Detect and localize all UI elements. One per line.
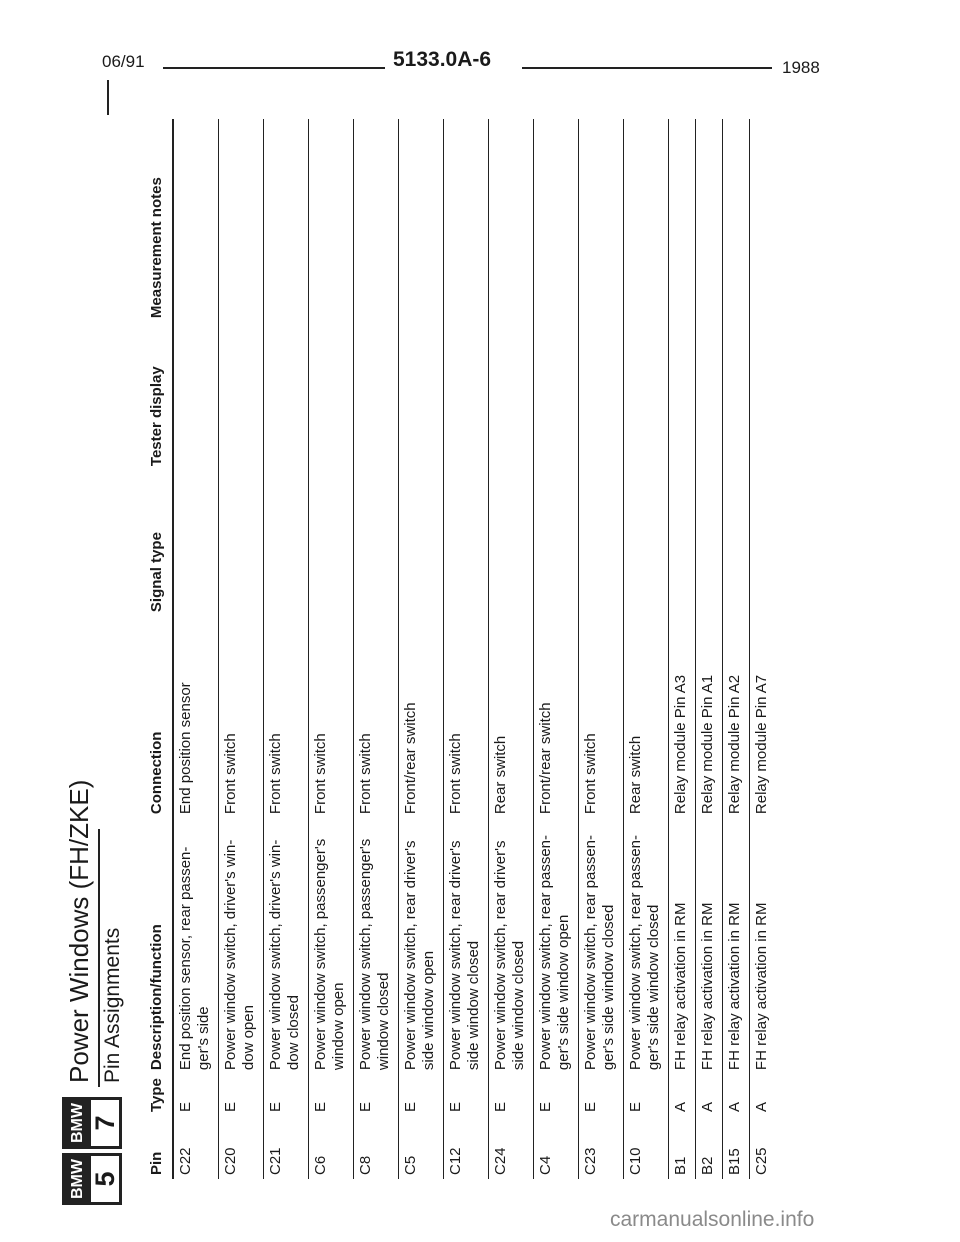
description-cell: [444, 818, 489, 1074]
description-line-2: ger's side window closed: [645, 904, 662, 1071]
signal-type-cell: [579, 470, 624, 616]
pin-assignment-table: [144, 119, 776, 1179]
table-row: [750, 119, 777, 1179]
tester-display-cell: [264, 322, 309, 470]
connection-cell: Relay module Pin A1: [696, 616, 723, 818]
pin-cell: B1: [669, 1116, 696, 1179]
tester-display-cell: [723, 322, 750, 470]
badge-brand: BMW: [65, 1156, 91, 1202]
description-cell: [579, 818, 624, 1074]
table-row: [669, 119, 696, 1179]
pin-cell: C25: [750, 1116, 777, 1179]
description-cell: [219, 818, 264, 1074]
table-row: [534, 119, 579, 1179]
table-row: [354, 119, 399, 1179]
connection-cell: End position sensor: [173, 616, 219, 818]
description-cell: FH relay activation in RM: [696, 818, 723, 1074]
connection-cell: Relay module Pin A2: [723, 616, 750, 818]
tester-display-cell: [399, 322, 444, 470]
connection-cell: Front/rear switch: [534, 616, 579, 818]
description-line-1: Power window switch, rear driver's: [402, 840, 419, 1071]
connection-cell: Front switch: [219, 616, 264, 818]
table-row: [309, 119, 354, 1179]
table-row: [696, 119, 723, 1179]
bmw-5-series-badge: [62, 1153, 122, 1205]
signal-type-cell: [264, 470, 309, 616]
type-cell: E: [534, 1074, 579, 1116]
signal-type-cell: [173, 470, 219, 616]
pin-cell: C10: [624, 1116, 669, 1179]
description-cell: [624, 818, 669, 1074]
tester-display-cell: [173, 322, 219, 470]
title-underline: [98, 829, 100, 1087]
description-line-2: dow open: [240, 1005, 257, 1071]
description-line-1: Power window switch, rear driver's: [447, 840, 464, 1071]
measurement-notes-cell: [534, 119, 579, 322]
description-line-2: window closed: [375, 972, 392, 1071]
pin-cell: C6: [309, 1116, 354, 1179]
table-body: [173, 119, 776, 1179]
tester-display-cell: [444, 322, 489, 470]
pin-cell: C20: [219, 1116, 264, 1179]
type-cell: A: [669, 1074, 696, 1116]
pin-cell: C12: [444, 1116, 489, 1179]
measurement-notes-cell: [669, 119, 696, 322]
pin-cell: C22: [173, 1116, 219, 1179]
description-line-1: End position sensor, rear passen-: [177, 846, 194, 1071]
pin-cell: C23: [579, 1116, 624, 1179]
col-header-connection: Connection: [148, 731, 165, 815]
col-header-type: Type: [148, 1078, 165, 1112]
badge-brand: BMW: [65, 1100, 91, 1146]
type-cell: E: [264, 1074, 309, 1116]
description-line-2: side window open: [420, 950, 437, 1071]
table-row: [489, 119, 534, 1179]
description-line-1: Power window switch, driver's win-: [267, 839, 284, 1071]
measurement-notes-cell: [579, 119, 624, 322]
tester-display-cell: [489, 322, 534, 470]
pin-cell: C24: [489, 1116, 534, 1179]
measurement-notes-cell: [723, 119, 750, 322]
table-header-row: [144, 119, 173, 1179]
col-header-tester-display: Tester display: [148, 366, 165, 467]
description-cell: [264, 818, 309, 1074]
table-row: [723, 119, 750, 1179]
col-header-measurement-notes: Measurement notes: [148, 177, 165, 319]
header-date: 06/91: [102, 52, 145, 71]
type-cell: E: [309, 1074, 354, 1116]
tester-display-cell: [219, 322, 264, 470]
type-cell: E: [489, 1074, 534, 1116]
type-cell: E: [444, 1074, 489, 1116]
table-row: [173, 119, 219, 1179]
measurement-notes-cell: [219, 119, 264, 322]
tester-display-cell: [534, 322, 579, 470]
description-cell: [489, 818, 534, 1074]
type-cell: E: [219, 1074, 264, 1116]
description-cell: [173, 818, 219, 1074]
description-line-1: Power window switch, passenger's: [357, 838, 374, 1071]
connection-cell: Rear switch: [624, 616, 669, 818]
tester-display-cell: [624, 322, 669, 470]
measurement-notes-cell: [264, 119, 309, 322]
description-line-2: side window closed: [465, 940, 482, 1071]
signal-type-cell: [399, 470, 444, 616]
signal-type-cell: [534, 470, 579, 616]
description-line-1: Power window switch, rear passen-: [627, 835, 644, 1071]
connection-cell: Front switch: [309, 616, 354, 818]
description-cell: [534, 818, 579, 1074]
type-cell: E: [624, 1074, 669, 1116]
description-line-2: ger's side window open: [555, 914, 572, 1071]
table-row: [444, 119, 489, 1179]
signal-type-cell: [354, 470, 399, 616]
rotated-page-content: [62, 110, 792, 1205]
type-cell: E: [354, 1074, 399, 1116]
description-cell: [399, 818, 444, 1074]
connection-cell: Front switch: [579, 616, 624, 818]
tester-display-cell: [354, 322, 399, 470]
type-cell: E: [399, 1074, 444, 1116]
description-line-2: ger's side: [195, 1006, 212, 1071]
description-line-1: Power window switch, rear driver's: [492, 840, 509, 1071]
tester-display-cell: [579, 322, 624, 470]
type-cell: A: [696, 1074, 723, 1116]
tester-display-cell: [696, 322, 723, 470]
description-line-2: dow closed: [285, 995, 302, 1071]
table-row: [624, 119, 669, 1179]
watermark-text: carmanualsonline.info: [610, 1208, 815, 1231]
type-cell: A: [750, 1074, 777, 1116]
signal-type-cell: [723, 470, 750, 616]
pin-cell: C8: [354, 1116, 399, 1179]
header-rule-right: [522, 67, 772, 69]
measurement-notes-cell: [696, 119, 723, 322]
col-header-signal-type: Signal type: [148, 532, 165, 613]
description-cell: [354, 818, 399, 1074]
measurement-notes-cell: [624, 119, 669, 322]
tester-display-cell: [669, 322, 696, 470]
signal-type-cell: [309, 470, 354, 616]
tester-display-cell: [750, 322, 777, 470]
description-cell: FH relay activation in RM: [750, 818, 777, 1074]
description-line-1: Power window switch, driver's win-: [222, 839, 239, 1071]
measurement-notes-cell: [444, 119, 489, 322]
tester-display-cell: [309, 322, 354, 470]
table-row: [264, 119, 309, 1179]
description-line-2: ger's side window closed: [600, 904, 617, 1071]
connection-cell: Front switch: [444, 616, 489, 818]
pin-cell: B15: [723, 1116, 750, 1179]
description-line-1: Power window switch, passenger's: [312, 838, 329, 1071]
badge-number: 5: [90, 1171, 120, 1187]
description-line-2: side window closed: [510, 940, 527, 1071]
measurement-notes-cell: [750, 119, 777, 322]
header-rule-left: [163, 67, 385, 69]
type-cell: E: [173, 1074, 219, 1116]
connection-cell: Front switch: [354, 616, 399, 818]
measurement-notes-cell: [354, 119, 399, 322]
document-code: 5133.0A-6: [393, 48, 492, 71]
description-cell: FH relay activation in RM: [669, 818, 696, 1074]
description-line-1: Power window switch, rear passen-: [537, 835, 554, 1071]
col-header-pin: Pin: [148, 1151, 165, 1175]
description-line-1: Power window switch, rear passen-: [582, 835, 599, 1071]
pin-cell: C21: [264, 1116, 309, 1179]
type-cell: E: [579, 1074, 624, 1116]
table-row: [579, 119, 624, 1179]
header-year: 1988: [782, 58, 820, 77]
type-cell: A: [723, 1074, 750, 1116]
pin-cell: C4: [534, 1116, 579, 1179]
connection-cell: Relay module Pin A3: [669, 616, 696, 818]
badge-number: 7: [90, 1115, 120, 1131]
table-row: [399, 119, 444, 1179]
description-cell: [309, 818, 354, 1074]
description-cell: FH relay activation in RM: [723, 818, 750, 1074]
bmw-7-series-badge: [62, 1097, 122, 1149]
pin-cell: C5: [399, 1116, 444, 1179]
measurement-notes-cell: [173, 119, 219, 322]
pin-cell: B2: [696, 1116, 723, 1179]
signal-type-cell: [750, 470, 777, 616]
connection-cell: Rear switch: [489, 616, 534, 818]
connection-cell: Front/rear switch: [399, 616, 444, 818]
measurement-notes-cell: [399, 119, 444, 322]
signal-type-cell: [624, 470, 669, 616]
description-line-2: window open: [330, 982, 347, 1071]
table-row: [219, 119, 264, 1179]
signal-type-cell: [219, 470, 264, 616]
signal-type-cell: [444, 470, 489, 616]
connection-cell: Front switch: [264, 616, 309, 818]
page-title: Power Windows (FH/ZKE): [64, 779, 94, 1083]
signal-type-cell: [669, 470, 696, 616]
measurement-notes-cell: [309, 119, 354, 322]
signal-type-cell: [696, 470, 723, 616]
signal-type-cell: [489, 470, 534, 616]
page-subtitle: Pin Assignments: [101, 927, 124, 1083]
connection-cell: Relay module Pin A7: [750, 616, 777, 818]
measurement-notes-cell: [489, 119, 534, 322]
col-header-description: Description/function: [148, 924, 165, 1071]
